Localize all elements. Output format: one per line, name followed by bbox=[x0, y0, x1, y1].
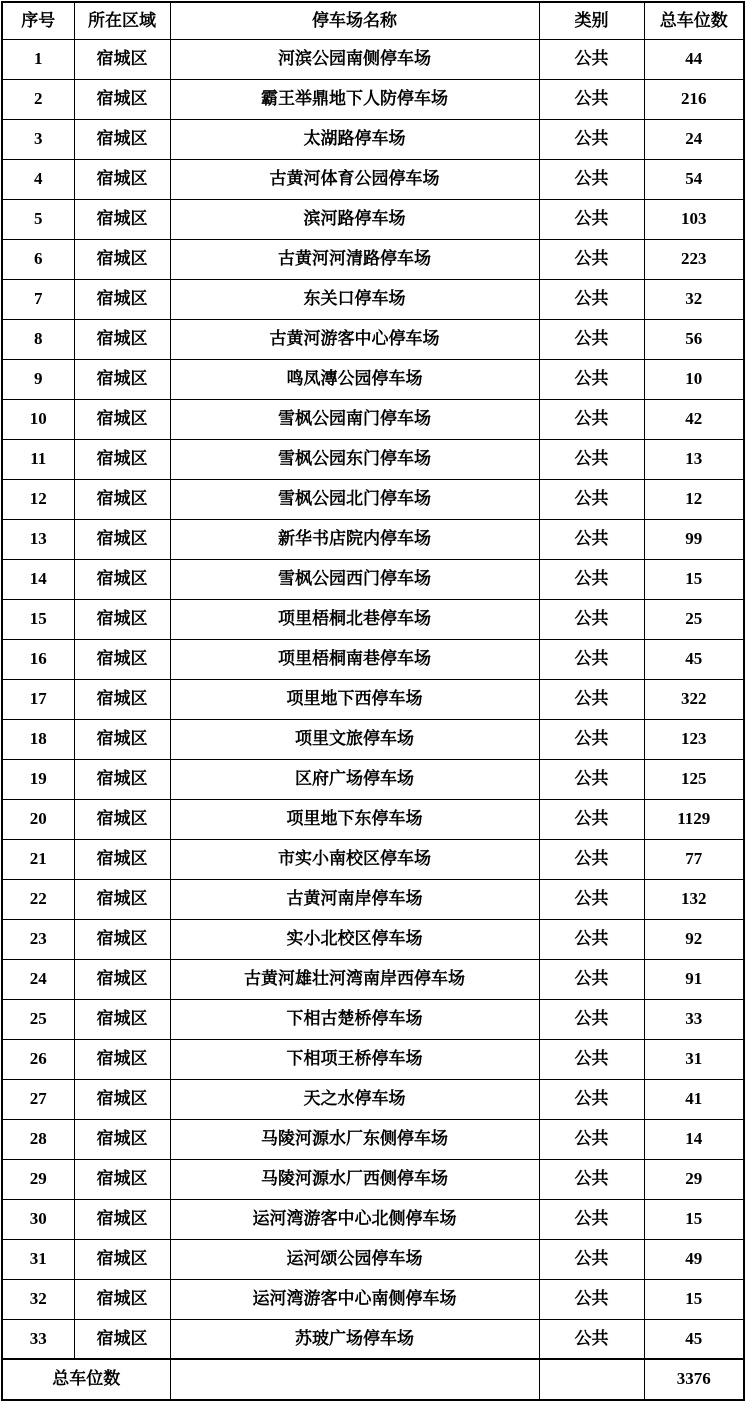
cell-category: 公共 bbox=[539, 1119, 644, 1159]
cell-name: 古黄河雄壮河湾南岸西停车场 bbox=[170, 959, 539, 999]
cell-category: 公共 bbox=[539, 1279, 644, 1319]
parking-lots-table bbox=[1, 1, 745, 1401]
cell-no: 9 bbox=[2, 359, 74, 399]
cell-district: 宿城区 bbox=[74, 79, 170, 119]
cell-name: 古黄河体育公园停车场 bbox=[170, 159, 539, 199]
table-row bbox=[2, 1039, 744, 1079]
cell-no: 6 bbox=[2, 239, 74, 279]
table-row bbox=[2, 839, 744, 879]
cell-district: 宿城区 bbox=[74, 719, 170, 759]
table-row bbox=[2, 959, 744, 999]
cell-name: 项里文旅停车场 bbox=[170, 719, 539, 759]
cell-category: 公共 bbox=[539, 279, 644, 319]
cell-spaces: 15 bbox=[644, 1279, 744, 1319]
cell-district: 宿城区 bbox=[74, 399, 170, 439]
cell-name: 马陵河源水厂东侧停车场 bbox=[170, 1119, 539, 1159]
cell-name: 东关口停车场 bbox=[170, 279, 539, 319]
total-row bbox=[2, 1359, 744, 1400]
cell-spaces: 32 bbox=[644, 279, 744, 319]
cell-district: 宿城区 bbox=[74, 559, 170, 599]
cell-no: 22 bbox=[2, 879, 74, 919]
cell-no: 29 bbox=[2, 1159, 74, 1199]
cell-name: 实小北校区停车场 bbox=[170, 919, 539, 959]
cell-name: 马陵河源水厂西侧停车场 bbox=[170, 1159, 539, 1199]
header-spaces: 总车位数 bbox=[644, 2, 744, 39]
cell-category: 公共 bbox=[539, 799, 644, 839]
header-row bbox=[2, 2, 744, 39]
cell-district: 宿城区 bbox=[74, 1119, 170, 1159]
cell-district: 宿城区 bbox=[74, 679, 170, 719]
cell-district: 宿城区 bbox=[74, 1239, 170, 1279]
cell-no: 27 bbox=[2, 1079, 74, 1119]
cell-no: 16 bbox=[2, 639, 74, 679]
cell-no: 8 bbox=[2, 319, 74, 359]
cell-category: 公共 bbox=[539, 759, 644, 799]
table-row bbox=[2, 559, 744, 599]
cell-no: 7 bbox=[2, 279, 74, 319]
table-row bbox=[2, 279, 744, 319]
cell-spaces: 132 bbox=[644, 879, 744, 919]
cell-district: 宿城区 bbox=[74, 799, 170, 839]
cell-district: 宿城区 bbox=[74, 39, 170, 79]
cell-category: 公共 bbox=[539, 359, 644, 399]
table-row bbox=[2, 199, 744, 239]
cell-district: 宿城区 bbox=[74, 879, 170, 919]
cell-name: 运河湾游客中心南侧停车场 bbox=[170, 1279, 539, 1319]
cell-spaces: 322 bbox=[644, 679, 744, 719]
cell-district: 宿城区 bbox=[74, 639, 170, 679]
cell-name: 下相古楚桥停车场 bbox=[170, 999, 539, 1039]
table-row bbox=[2, 1279, 744, 1319]
cell-spaces: 12 bbox=[644, 479, 744, 519]
total-empty-category bbox=[539, 1359, 644, 1400]
cell-spaces: 77 bbox=[644, 839, 744, 879]
cell-no: 23 bbox=[2, 919, 74, 959]
cell-category: 公共 bbox=[539, 199, 644, 239]
cell-no: 33 bbox=[2, 1319, 74, 1359]
cell-no: 17 bbox=[2, 679, 74, 719]
cell-category: 公共 bbox=[539, 319, 644, 359]
table-row bbox=[2, 999, 744, 1039]
total-empty-name bbox=[170, 1359, 539, 1400]
cell-spaces: 91 bbox=[644, 959, 744, 999]
table-footer bbox=[2, 1359, 744, 1400]
cell-no: 2 bbox=[2, 79, 74, 119]
cell-no: 19 bbox=[2, 759, 74, 799]
cell-category: 公共 bbox=[539, 399, 644, 439]
cell-category: 公共 bbox=[539, 919, 644, 959]
cell-category: 公共 bbox=[539, 1039, 644, 1079]
cell-district: 宿城区 bbox=[74, 1079, 170, 1119]
cell-spaces: 15 bbox=[644, 1199, 744, 1239]
cell-no: 15 bbox=[2, 599, 74, 639]
cell-category: 公共 bbox=[539, 1199, 644, 1239]
cell-spaces: 24 bbox=[644, 119, 744, 159]
cell-name: 古黄河游客中心停车场 bbox=[170, 319, 539, 359]
cell-category: 公共 bbox=[539, 79, 644, 119]
cell-district: 宿城区 bbox=[74, 119, 170, 159]
cell-no: 4 bbox=[2, 159, 74, 199]
cell-spaces: 33 bbox=[644, 999, 744, 1039]
cell-spaces: 45 bbox=[644, 639, 744, 679]
cell-category: 公共 bbox=[539, 559, 644, 599]
cell-district: 宿城区 bbox=[74, 919, 170, 959]
header-no: 序号 bbox=[2, 2, 74, 39]
cell-no: 24 bbox=[2, 959, 74, 999]
cell-category: 公共 bbox=[539, 599, 644, 639]
cell-name: 苏玻广场停车场 bbox=[170, 1319, 539, 1359]
table-row bbox=[2, 879, 744, 919]
cell-name: 市实小南校区停车场 bbox=[170, 839, 539, 879]
table-row bbox=[2, 359, 744, 399]
cell-spaces: 1129 bbox=[644, 799, 744, 839]
cell-name: 雪枫公园东门停车场 bbox=[170, 439, 539, 479]
cell-name: 项里地下东停车场 bbox=[170, 799, 539, 839]
cell-name: 太湖路停车场 bbox=[170, 119, 539, 159]
cell-name: 运河颂公园停车场 bbox=[170, 1239, 539, 1279]
cell-name: 项里梧桐北巷停车场 bbox=[170, 599, 539, 639]
cell-spaces: 15 bbox=[644, 559, 744, 599]
cell-district: 宿城区 bbox=[74, 959, 170, 999]
cell-name: 项里梧桐南巷停车场 bbox=[170, 639, 539, 679]
cell-name: 古黄河南岸停车场 bbox=[170, 879, 539, 919]
table-row bbox=[2, 39, 744, 79]
cell-spaces: 42 bbox=[644, 399, 744, 439]
cell-name: 滨河路停车场 bbox=[170, 199, 539, 239]
cell-spaces: 29 bbox=[644, 1159, 744, 1199]
cell-no: 26 bbox=[2, 1039, 74, 1079]
cell-name: 雪枫公园南门停车场 bbox=[170, 399, 539, 439]
table-row bbox=[2, 79, 744, 119]
cell-spaces: 41 bbox=[644, 1079, 744, 1119]
cell-spaces: 13 bbox=[644, 439, 744, 479]
cell-district: 宿城区 bbox=[74, 319, 170, 359]
cell-no: 10 bbox=[2, 399, 74, 439]
cell-no: 32 bbox=[2, 1279, 74, 1319]
cell-name: 新华书店院内停车场 bbox=[170, 519, 539, 559]
cell-category: 公共 bbox=[539, 679, 644, 719]
table-row bbox=[2, 1319, 744, 1359]
cell-category: 公共 bbox=[539, 639, 644, 679]
cell-spaces: 125 bbox=[644, 759, 744, 799]
cell-category: 公共 bbox=[539, 999, 644, 1039]
cell-no: 12 bbox=[2, 479, 74, 519]
cell-district: 宿城区 bbox=[74, 479, 170, 519]
cell-category: 公共 bbox=[539, 839, 644, 879]
cell-name: 区府广场停车场 bbox=[170, 759, 539, 799]
cell-spaces: 56 bbox=[644, 319, 744, 359]
table-row bbox=[2, 679, 744, 719]
total-label: 总车位数 bbox=[2, 1359, 170, 1400]
cell-category: 公共 bbox=[539, 1239, 644, 1279]
cell-category: 公共 bbox=[539, 159, 644, 199]
cell-spaces: 123 bbox=[644, 719, 744, 759]
cell-spaces: 25 bbox=[644, 599, 744, 639]
cell-category: 公共 bbox=[539, 239, 644, 279]
cell-name: 天之水停车场 bbox=[170, 1079, 539, 1119]
cell-no: 13 bbox=[2, 519, 74, 559]
cell-spaces: 44 bbox=[644, 39, 744, 79]
cell-no: 28 bbox=[2, 1119, 74, 1159]
table-row bbox=[2, 799, 744, 839]
total-spaces-value: 3376 bbox=[644, 1359, 744, 1400]
table-row bbox=[2, 239, 744, 279]
cell-no: 21 bbox=[2, 839, 74, 879]
cell-spaces: 31 bbox=[644, 1039, 744, 1079]
cell-district: 宿城区 bbox=[74, 519, 170, 559]
cell-category: 公共 bbox=[539, 879, 644, 919]
cell-spaces: 223 bbox=[644, 239, 744, 279]
header-category: 类别 bbox=[539, 2, 644, 39]
cell-category: 公共 bbox=[539, 1079, 644, 1119]
cell-no: 31 bbox=[2, 1239, 74, 1279]
table-row bbox=[2, 439, 744, 479]
cell-spaces: 10 bbox=[644, 359, 744, 399]
table-row bbox=[2, 479, 744, 519]
cell-spaces: 54 bbox=[644, 159, 744, 199]
cell-district: 宿城区 bbox=[74, 239, 170, 279]
table-row bbox=[2, 519, 744, 559]
cell-no: 3 bbox=[2, 119, 74, 159]
cell-spaces: 49 bbox=[644, 1239, 744, 1279]
parking-table-sheet bbox=[1, 1, 745, 1401]
cell-no: 25 bbox=[2, 999, 74, 1039]
cell-district: 宿城区 bbox=[74, 359, 170, 399]
cell-no: 1 bbox=[2, 39, 74, 79]
cell-category: 公共 bbox=[539, 439, 644, 479]
table-row bbox=[2, 1159, 744, 1199]
cell-category: 公共 bbox=[539, 479, 644, 519]
table-row bbox=[2, 1079, 744, 1119]
table-row bbox=[2, 319, 744, 359]
cell-district: 宿城区 bbox=[74, 599, 170, 639]
cell-spaces: 216 bbox=[644, 79, 744, 119]
cell-no: 20 bbox=[2, 799, 74, 839]
table-row bbox=[2, 639, 744, 679]
cell-name: 古黄河河清路停车场 bbox=[170, 239, 539, 279]
table-row bbox=[2, 919, 744, 959]
table-row bbox=[2, 399, 744, 439]
cell-name: 项里地下西停车场 bbox=[170, 679, 539, 719]
cell-name: 下相项王桥停车场 bbox=[170, 1039, 539, 1079]
table-row bbox=[2, 159, 744, 199]
cell-no: 5 bbox=[2, 199, 74, 239]
cell-name: 运河湾游客中心北侧停车场 bbox=[170, 1199, 539, 1239]
cell-name: 霸王举鼎地下人防停车场 bbox=[170, 79, 539, 119]
cell-spaces: 99 bbox=[644, 519, 744, 559]
cell-district: 宿城区 bbox=[74, 839, 170, 879]
cell-name: 雪枫公园北门停车场 bbox=[170, 479, 539, 519]
table-row bbox=[2, 119, 744, 159]
cell-spaces: 92 bbox=[644, 919, 744, 959]
cell-category: 公共 bbox=[539, 719, 644, 759]
table-row bbox=[2, 1199, 744, 1239]
cell-name: 河滨公园南侧停车场 bbox=[170, 39, 539, 79]
cell-spaces: 45 bbox=[644, 1319, 744, 1359]
cell-district: 宿城区 bbox=[74, 1319, 170, 1359]
cell-district: 宿城区 bbox=[74, 759, 170, 799]
table-row bbox=[2, 599, 744, 639]
table-row bbox=[2, 719, 744, 759]
header-district: 所在区域 bbox=[74, 2, 170, 39]
cell-district: 宿城区 bbox=[74, 1039, 170, 1079]
cell-district: 宿城区 bbox=[74, 999, 170, 1039]
table-header bbox=[2, 2, 744, 39]
cell-spaces: 14 bbox=[644, 1119, 744, 1159]
cell-district: 宿城区 bbox=[74, 439, 170, 479]
table-row bbox=[2, 1119, 744, 1159]
cell-category: 公共 bbox=[539, 39, 644, 79]
cell-name: 鸣凤漙公园停车场 bbox=[170, 359, 539, 399]
cell-name: 雪枫公园西门停车场 bbox=[170, 559, 539, 599]
cell-no: 18 bbox=[2, 719, 74, 759]
table-row bbox=[2, 1239, 744, 1279]
cell-category: 公共 bbox=[539, 1159, 644, 1199]
cell-category: 公共 bbox=[539, 119, 644, 159]
cell-district: 宿城区 bbox=[74, 199, 170, 239]
cell-district: 宿城区 bbox=[74, 1199, 170, 1239]
cell-no: 14 bbox=[2, 559, 74, 599]
table-body bbox=[2, 39, 744, 1359]
cell-district: 宿城区 bbox=[74, 1279, 170, 1319]
cell-district: 宿城区 bbox=[74, 279, 170, 319]
cell-district: 宿城区 bbox=[74, 159, 170, 199]
header-name: 停车场名称 bbox=[170, 2, 539, 39]
cell-category: 公共 bbox=[539, 1319, 644, 1359]
cell-no: 11 bbox=[2, 439, 74, 479]
cell-spaces: 103 bbox=[644, 199, 744, 239]
table-row bbox=[2, 759, 744, 799]
cell-category: 公共 bbox=[539, 519, 644, 559]
cell-district: 宿城区 bbox=[74, 1159, 170, 1199]
cell-no: 30 bbox=[2, 1199, 74, 1239]
cell-category: 公共 bbox=[539, 959, 644, 999]
